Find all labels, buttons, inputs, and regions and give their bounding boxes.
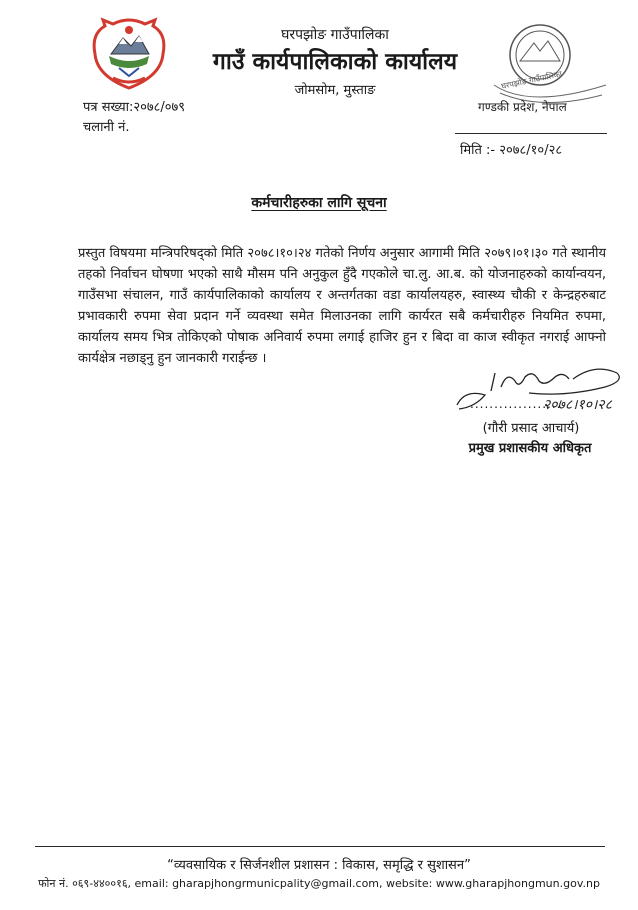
signature-line: ...................: [470, 397, 562, 411]
nepal-emblem-icon: [83, 14, 175, 94]
svg-text:घरपझोङ गाउँपालिका: घरपझोङ गाउँपालिका: [500, 69, 563, 91]
letter-date: मिति :- २०७८/१०/२८: [460, 143, 563, 158]
footer-motto: “व्यवसायिक र सिर्जनशील प्रशासन : विकास, समृद्धि र सुशासन”: [167, 858, 471, 873]
signatory-designation: प्रमुख प्रशासकीय अधिकृत: [468, 441, 592, 456]
footer-divider: [35, 846, 605, 847]
office-location: जोमसोम, मुस्ताङ: [294, 83, 376, 98]
province-label: गण्डकी प्रदेश, नेपाल: [478, 100, 567, 114]
svg-text:२०७८।१०।२८: २०७८।१०।२८: [543, 397, 612, 413]
footer-contact: फोन नं. ०६९-४४००१६, email: gharapjhongrmunicpality@gmail.com, website: www.gharapjhongmun.gov.np: [38, 877, 600, 890]
dispatch-number: चलानी नं.: [83, 120, 130, 135]
notice-title-row: [0, 193, 638, 212]
letter-number: पत्र सख्या:२०७८/०७९: [83, 100, 186, 115]
notice-body: प्रस्तुत विषयमा मन्त्रिपरिषद्को मिति २०७८।१०।२४ गतेको निर्णय अनुसार आगामी मिति २०७९।०१।३० गते स्थानीय तहको निर्वाचन घोषणा भएको साथै मौसम पनि अनुकुल हुँदै गएकोले चा.लु. आ.ब. को योजनाहरुको कार्यान्वयन, गाउँसभा संचालन, गाउँ कार्यपालिकाको कार्यालय र अन्तर्गतका वडा कार्यालयहरु, स्वास्थ्य चौकी र केन्द्रहरुबाट प्रभावकारी रुपमा सेवा प्रदान गर्ने व्यवस्था समेत मिलाउनका लागि कार्यरत सबै कर्मचारीहरु नियमित रुपमा, कार्यालय समय भित्र तोकिएको पोषाक अनिवार्य रुपमा लगाई हाजिर हुन र बिदा वा काज स्वीकृत नगराई आफ्नो कार्यक्षेत्र नछाड्नु हुन जानकारी गराईन्छ ।: [78, 246, 606, 366]
notice-title: कर्मचारीहरुका लागि सूचना: [251, 195, 387, 211]
office-title: गाउँ कार्यपालिकाको कार्यालय: [212, 49, 458, 75]
signatory-name: (गौरी प्रसाद आचार्य): [482, 421, 580, 436]
municipality-name: घरपझोङ गाउँपालिका: [281, 27, 389, 43]
divider: [455, 133, 607, 134]
